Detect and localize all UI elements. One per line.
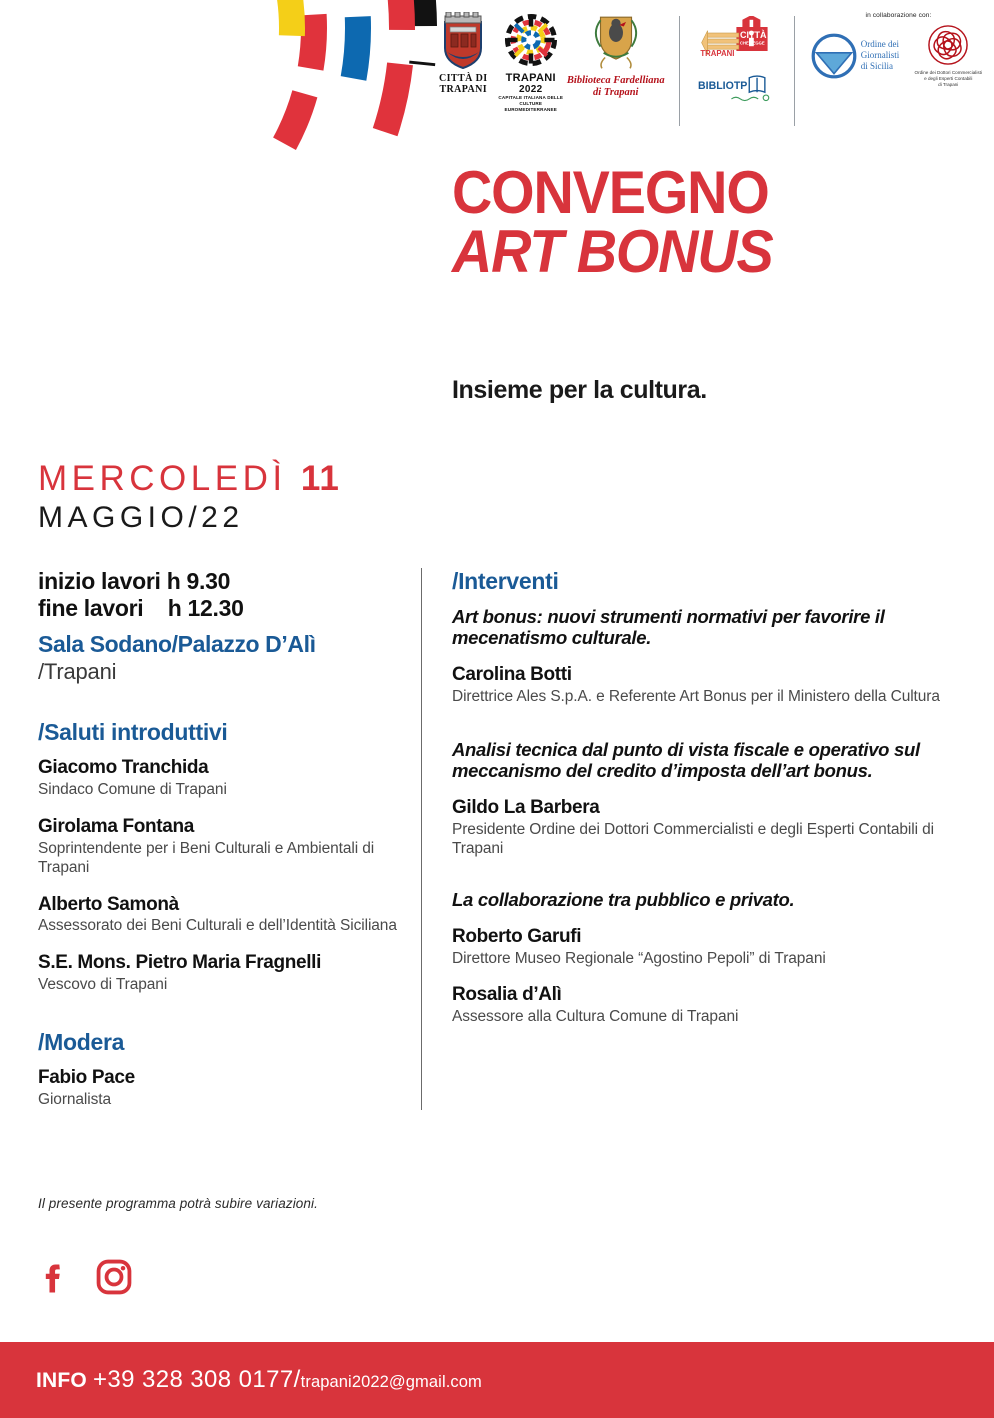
sponsor-logo-strip — [430, 12, 990, 132]
left-column — [38, 568, 408, 1110]
person-entry — [452, 664, 952, 707]
right-column — [452, 568, 952, 1027]
talk-title: Art bonus: nuovi strumenti normativi per favorire il mecenatismo culturale. — [452, 606, 885, 649]
section-heading-modera: /Modera — [38, 1028, 125, 1055]
collaboration-group — [807, 12, 990, 89]
person-role: Direttore Museo Regionale “Agostino Pepoli” di Trapani — [452, 949, 826, 967]
talk-entry — [452, 739, 952, 859]
svg-text:TRAPANI: TRAPANI — [700, 48, 735, 58]
person-role: Assessore alla Cultura Comune di Trapani — [452, 1008, 739, 1026]
giornalisti-line2: Giornalisti — [860, 50, 900, 61]
decorative-braid-top-left — [0, 0, 452, 408]
svg-text:CITTÀ: CITTÀ — [739, 29, 767, 40]
footer-contact — [36, 1366, 482, 1394]
logo-ordine-giornalisti — [810, 32, 900, 80]
odcec-rosette-icon — [926, 23, 970, 67]
person-role: Vescovo di Trapani — [38, 976, 168, 994]
footer-phone[interactable]: +39 328 308 0177/ — [93, 1366, 301, 1393]
poster-tagline: Insieme per la cultura. — [452, 376, 707, 404]
person-name: Girolama Fontana — [38, 815, 194, 837]
trapani-2022-knot-icon — [503, 12, 559, 68]
event-date-block — [38, 460, 340, 536]
giornalisti-line1: Ordine dei — [860, 39, 899, 50]
odcec-line1: Ordine dei Dottori Commercialisti — [914, 70, 982, 75]
collaboration-label: in collaborazione con: — [865, 12, 932, 19]
logo-biblioteca-fardelliana — [565, 12, 667, 100]
trapani-coat-of-arms-icon — [440, 12, 486, 70]
person-role: Sindaco Comune di Trapani — [38, 781, 227, 799]
person-name: S.E. Mons. Pietro Maria Fragnelli — [38, 952, 322, 974]
person-entry — [38, 1067, 408, 1110]
talk-entry — [452, 889, 952, 1027]
person-role: Giornalista — [38, 1090, 111, 1108]
social-links — [35, 1258, 133, 1296]
person-entry — [38, 894, 408, 937]
person-entry — [38, 952, 408, 995]
venue-name: Sala Sodano/Palazzo D’Alì — [38, 631, 316, 658]
headline-block — [452, 159, 797, 285]
logo-caption-2022: 2022 — [519, 83, 543, 95]
person-entry — [452, 926, 952, 969]
person-name: Carolina Botti — [452, 664, 572, 686]
logo-caption-capitale: CAPITALE ITALIANA DELLE CULTURE EUROMEDITERRANEE — [498, 95, 564, 112]
logo-citta-di-trapani — [430, 12, 497, 96]
footer-info-label: INFO — [36, 1369, 93, 1392]
person-role: Soprintendente per i Beni Culturali e Ambientali di Trapani — [38, 839, 375, 876]
person-name: Roberto Garufi — [452, 925, 582, 947]
person-name: Gildo La Barbera — [452, 797, 600, 819]
section-heading-saluti: /Saluti introduttivi — [38, 719, 228, 746]
logo-citta-che-legge-group — [692, 12, 783, 107]
poster-title-line2: ART BONUS — [452, 218, 773, 285]
talk-entry — [452, 606, 952, 707]
schedule-end: fine lavori h 12.30 — [38, 595, 244, 622]
person-name: Fabio Pace — [38, 1066, 135, 1088]
poster-title-line1: CONVEGNO — [452, 159, 769, 226]
logo-caption-line1: CITTÀ DI — [439, 73, 488, 84]
bibliotp-icon — [698, 73, 776, 107]
facebook-icon[interactable] — [35, 1258, 73, 1296]
citta-che-legge-icon — [698, 16, 776, 62]
odcec-line3: di Trapani — [938, 82, 959, 88]
logo-odcec-trapani — [909, 23, 987, 89]
venue-city: /Trapani — [38, 658, 117, 684]
footer-email[interactable]: trapani2022@gmail.com — [300, 1373, 482, 1391]
person-role: Presidente Ordine dei Dottori Commercialisti e degli Esperti Contabili di Trapani — [452, 820, 935, 857]
person-entry — [452, 984, 952, 1027]
section-heading-interventi: /Interventi — [452, 568, 559, 594]
biblioteca-crest-icon — [585, 12, 647, 72]
logo-caption-line2: TRAPANI — [439, 83, 488, 95]
odcec-line2: e degli Esperti Contabili — [924, 76, 973, 82]
logo-divider-2 — [794, 16, 795, 126]
person-entry — [38, 757, 408, 800]
svg-text:BIBLIOTP: BIBLIOTP — [697, 79, 748, 92]
program-note: Il presente programma potrà subire variazioni. — [38, 1196, 318, 1211]
logo-caption-biblioteca2: di Trapani — [593, 87, 639, 99]
person-role: Direttrice Ales S.p.A. e Referente Art Bonus per il Ministero della Cultura — [452, 687, 940, 705]
logo-caption-biblioteca: Biblioteca Fardelliana — [566, 75, 665, 86]
event-day: 11 — [300, 459, 340, 498]
logo-trapani-2022 — [497, 12, 565, 112]
column-divider — [421, 568, 422, 1110]
logo-caption-trapani: TRAPANI — [505, 72, 556, 84]
person-name: Rosalia d’Alì — [452, 984, 562, 1006]
person-entry — [38, 816, 408, 878]
event-weekday-line — [38, 460, 340, 499]
logo-divider-1 — [679, 16, 680, 126]
schedule-start: inizio lavori h 9.30 — [38, 568, 231, 594]
footer-info-bar — [0, 1342, 994, 1418]
person-entry — [452, 797, 952, 859]
svg-text:CHE LEGGE: CHE LEGGE — [739, 40, 765, 46]
talk-title: La collaborazione tra pubblico e privato. — [452, 888, 795, 910]
giornalisti-line3: di Sicilia — [860, 61, 893, 72]
person-role: Assessorato dei Beni Culturali e dell’Identità Siciliana — [38, 917, 397, 935]
instagram-icon[interactable] — [95, 1258, 133, 1296]
person-name: Alberto Samonà — [38, 893, 179, 915]
event-month-year: MAGGIO/22 — [38, 500, 244, 534]
person-name: Giacomo Tranchida — [38, 757, 209, 779]
ordine-giornalisti-icon — [810, 32, 858, 80]
event-weekday: MERCOLEDÌ — [38, 459, 301, 498]
talk-title: Analisi tecnica dal punto di vista fiscale e operativo sul meccanismo del credito d’imposta dell’art bonus. — [452, 738, 920, 781]
